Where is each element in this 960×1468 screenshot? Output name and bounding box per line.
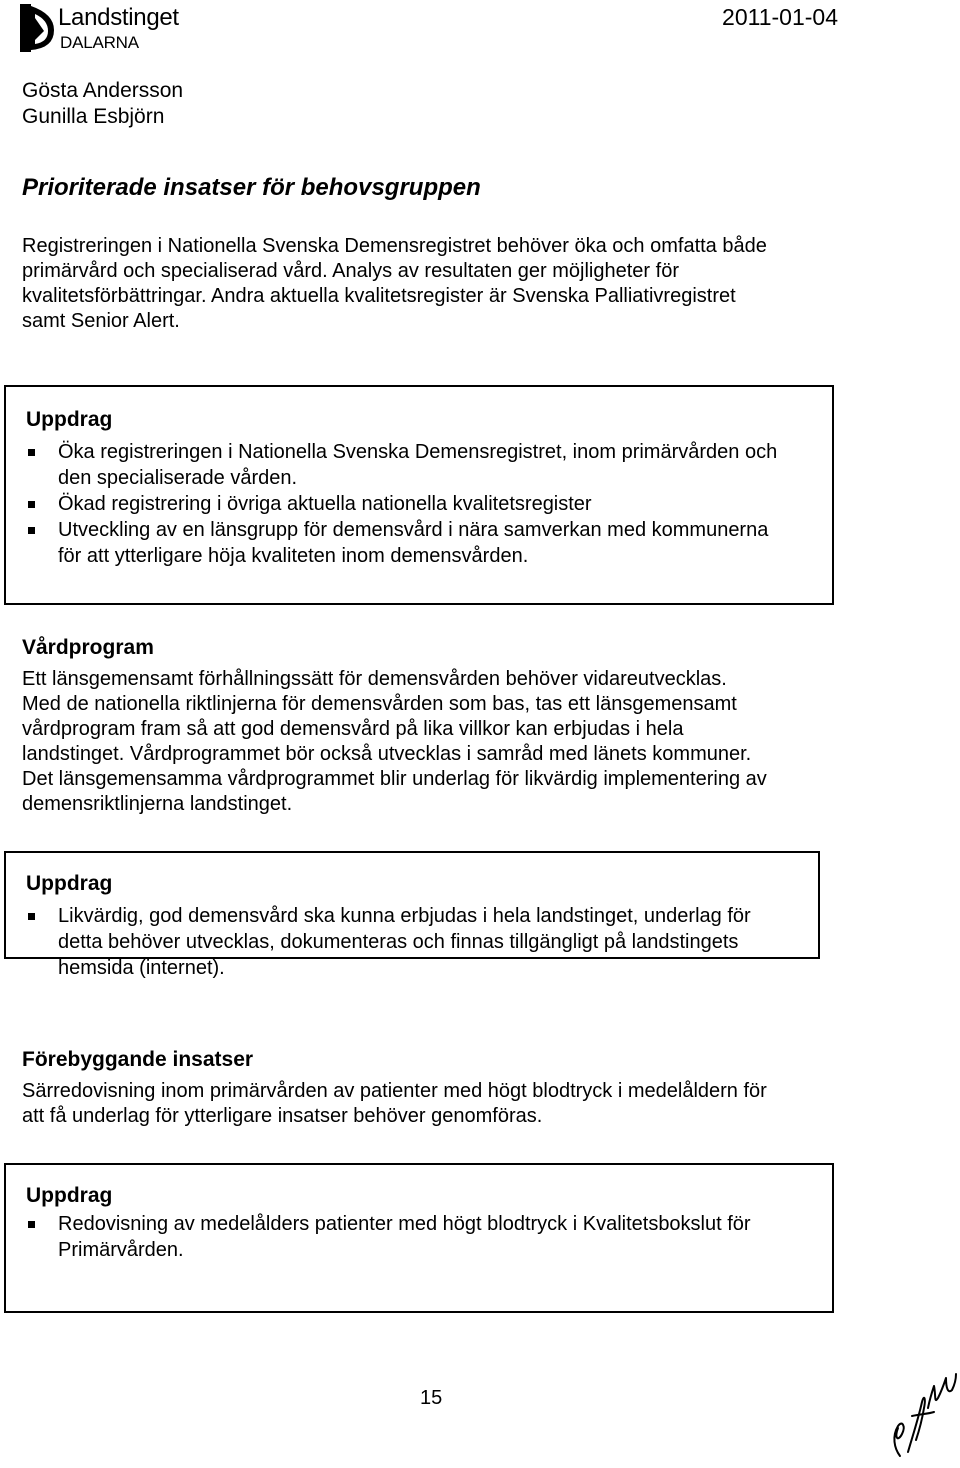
bullet-icon xyxy=(28,449,35,456)
paragraph-line: landstinget. Vårdprogrammet bör också utvecklas i samråd med länets kommuner. xyxy=(22,743,752,765)
document-date: 2011-01-04 xyxy=(722,4,838,30)
list-item: Öka registreringen i Nationella Svenska Demensregistret, inom primärvården och den specialiserade vården. xyxy=(26,439,824,491)
section-heading-forebyggande: Förebyggande insatser xyxy=(22,1048,254,1071)
forebyggande-paragraph xyxy=(22,1079,922,1129)
paragraph-line: att få underlag för ytterligare insatser behöver genomföras. xyxy=(22,1105,543,1127)
paragraph-line: Med de nationella riktlinjerna för demensvården som bas, tas ett länsgemensamt xyxy=(22,693,737,715)
landstinget-logo-icon xyxy=(20,4,56,52)
list-item: Redovisning av medelålders patienter med högt blodtryck i Kvalitetsbokslut för Primärvården. xyxy=(26,1211,824,1263)
bullet-icon xyxy=(28,1221,35,1228)
assignment-list-2 xyxy=(26,903,810,981)
handwritten-initials-signature xyxy=(872,1368,960,1463)
section-heading-vardprogram: Vårdprogram xyxy=(22,636,154,659)
list-item: Utveckling av en länsgrupp för demensvård i nära samverkan med kommunerna för att ytterligare höja kvaliteten inom demensvården. xyxy=(26,517,824,569)
bullet-icon xyxy=(28,527,35,534)
assignment-box-1 xyxy=(4,385,834,605)
org-region: DALARNA xyxy=(60,33,139,52)
box-heading: Uppdrag xyxy=(26,1184,113,1207)
box-heading: Uppdrag xyxy=(26,408,113,431)
assignment-box-3 xyxy=(4,1163,834,1313)
paragraph-line: demensriktlinjerna landstinget. xyxy=(22,793,293,815)
bullet-icon xyxy=(28,501,35,508)
author-2: Gunilla Esbjörn xyxy=(22,105,165,128)
page-number: 15 xyxy=(420,1387,443,1409)
vardprogram-paragraph xyxy=(22,667,922,817)
bullet-icon xyxy=(28,913,35,920)
assignment-box-2 xyxy=(4,851,820,979)
intro-line: samt Senior Alert. xyxy=(22,310,180,332)
paragraph-line: Det länsgemensamma vårdprogrammet blir underlag för likvärdig implementering av xyxy=(22,768,767,790)
paragraph-line: vårdprogram fram så att god demensvård på lika villkor kan erbjudas i hela xyxy=(22,718,684,740)
box-heading: Uppdrag xyxy=(26,872,113,895)
intro-line: primärvård och specialiserad vård. Analys av resultaten ger möjligheter för xyxy=(22,260,679,282)
paragraph-line: Särredovisning inom primärvården av patienter med högt blodtryck i medelåldern för xyxy=(22,1080,767,1102)
intro-paragraph xyxy=(22,234,842,334)
assignment-list-3 xyxy=(26,1211,824,1263)
list-item: Likvärdig, god demensvård ska kunna erbjudas i hela landstinget, underlag för detta behöver utvecklas, dokumenteras och finnas tillgängligt på landstingets hemsida (internet). xyxy=(26,903,810,981)
paragraph-line: Ett länsgemensamt förhållningssätt för demensvården behöver vidareutvecklas. xyxy=(22,668,727,690)
org-name: Landstinget xyxy=(58,4,179,31)
intro-line: Registreringen i Nationella Svenska Demensregistret behöver öka och omfatta både xyxy=(22,235,767,257)
intro-line: kvalitetsförbättringar. Andra aktuella kvalitetsregister är Svenska Palliativregistret xyxy=(22,285,736,307)
list-item: Ökad registrering i övriga aktuella nationella kvalitetsregister xyxy=(26,491,824,517)
assignment-list-1 xyxy=(26,439,824,569)
author-1: Gösta Andersson xyxy=(22,79,184,102)
page-title: Prioriterade insatser för behovsgruppen xyxy=(22,174,481,201)
